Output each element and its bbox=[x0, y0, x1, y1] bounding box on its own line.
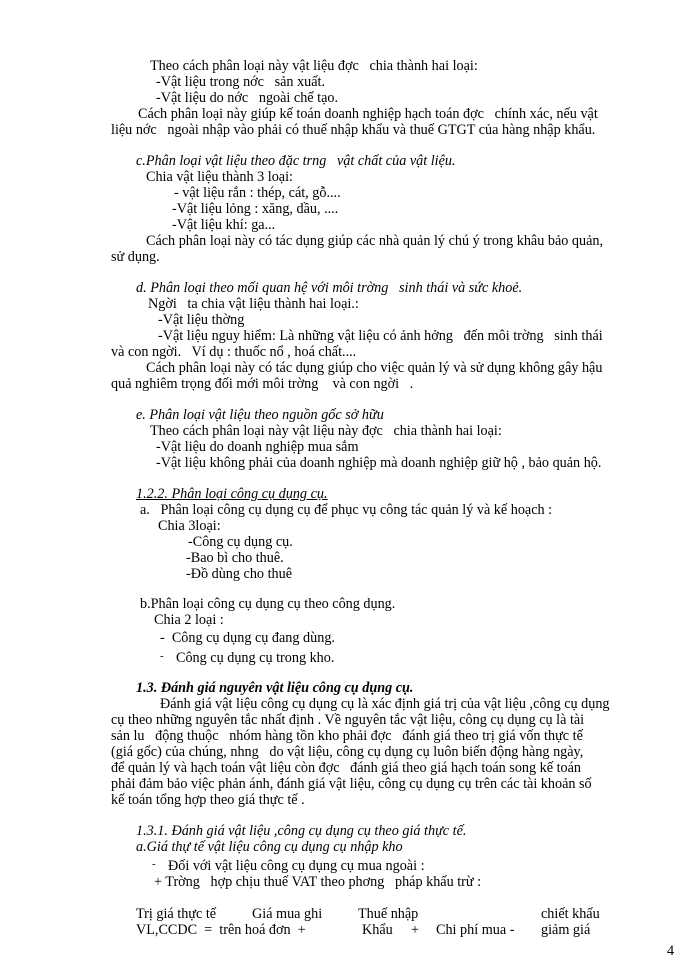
formula-label: VL,CCDC = trên hoá đơn + bbox=[136, 922, 306, 938]
text-line: - vật liệu rắn : thép, cát, gỗ.... bbox=[174, 185, 341, 201]
text-line: Công cụ dụng cụ trong kho. bbox=[176, 650, 335, 666]
section-heading: 1.3.1. Đánh giá vật liệu ,công cụ dụng cụ theo giá thực tế. bbox=[136, 823, 467, 839]
text-line: - Công cụ dụng cụ đang dùng. bbox=[160, 630, 335, 646]
text-line: b.Phân loại công cụ dụng cụ theo công dụng. bbox=[140, 596, 396, 612]
text-line: sử dụng. bbox=[111, 249, 160, 265]
text-line: Theo cách phân loại này vật liệu đợc chia thành hai loại: bbox=[150, 58, 478, 74]
text-line: -Vật liệu thờng bbox=[158, 312, 245, 328]
text-line: quả nghiêm trọng đối mới môi trờng và con ngời . bbox=[111, 376, 414, 392]
text-line: -Vật liệu do nớc ngoài chế tạo. bbox=[156, 90, 339, 106]
text-line: -Bao bì cho thuê. bbox=[186, 550, 284, 566]
section-heading: 1.3. Đánh giá nguyên vật liệu công cụ dụng cụ. bbox=[136, 680, 414, 696]
text-line: Ngời ta chia vật liệu thành hai loại.: bbox=[148, 296, 359, 312]
section-heading: 1.2.2. Phân loại công cụ dụng cụ. bbox=[136, 486, 328, 502]
text-line: Đối với vật liệu công cụ dụng cụ mua ngoài : bbox=[168, 858, 425, 874]
text-line: Cách phân loại này có tác dụng giúp cho việc quản lý và sử dụng không gây hậu bbox=[146, 360, 603, 376]
text-line: cụ theo những nguyên tắc nhất định . Về nguyên tắc vật liệu, công cụ dụng cụ là tài bbox=[111, 712, 585, 728]
text-line: để quản lý và hạch toán vật liệu còn đợc đánh giá theo giá hạch toán song kế toán bbox=[111, 760, 582, 776]
formula-label: Giá mua ghi bbox=[252, 906, 323, 922]
formula-label: giảm giá bbox=[541, 922, 591, 938]
bullet-marker: - bbox=[160, 650, 164, 662]
text-line: sản lu động thuộc nhóm hàng tồn kho phải đợc đánh giá theo trị giá vốn thực tế bbox=[111, 728, 583, 744]
text-line: -Vật liệu nguy hiểm: Là những vật liệu có ảnh hởng đến môi trờng sinh thái bbox=[158, 328, 603, 344]
section-heading: c.Phân loại vật liệu theo đặc trng vật chất của vật liệu. bbox=[136, 153, 456, 169]
text-line: và con ngời. Ví dụ : thuốc nổ , hoá chất.... bbox=[111, 344, 357, 360]
section-heading: e. Phân loại vật liệu theo nguồn gốc sở hữu bbox=[136, 407, 384, 423]
text-line: -Vật liệu lỏng : xăng, dầu, .... bbox=[172, 201, 339, 217]
text-line: -Vật liệu trong nớc sản xuất. bbox=[156, 74, 326, 90]
text-line: kế toán tổng hợp theo giá thực tế . bbox=[111, 792, 305, 808]
text-line: -Vật liệu do doanh nghiệp mua sắm bbox=[156, 439, 359, 455]
text-line: -Công cụ dụng cụ. bbox=[188, 534, 293, 550]
text-line: a. Phân loại công cụ dụng cụ để phục vụ công tác quản lý và kế hoạch : bbox=[140, 502, 553, 518]
text-line: phải đảm bảo việc phản ánh, đánh giá vật liệu, công cụ dụng cụ trên các tài khoản số bbox=[111, 776, 592, 792]
text-line: Đánh giá vật liệu công cụ dụng cụ là xác định giá trị của vật liệu ,công cụ dụng bbox=[160, 696, 610, 712]
section-heading: d. Phân loại theo mối quan hệ với môi trờng sinh thái và sức khoẻ. bbox=[136, 280, 523, 296]
text-line: Cách phân loại này có tác dụng giúp các nhà quản lý chú ý trong khâu bảo quản, bbox=[146, 233, 604, 249]
formula-label: Thuế nhập bbox=[358, 906, 419, 922]
text-line: -Vật liệu không phải của doanh nghiệp mà doanh nghiệp giữ hộ , bảo quản hộ. bbox=[156, 455, 602, 471]
text-line: Cách phân loại này giúp kế toán doanh nghiệp hạch toán đợc chính xác, nếu vật bbox=[138, 106, 598, 122]
text-line: -Vật liệu khí: ga... bbox=[172, 217, 276, 233]
formula-label: Trị giá thực tế bbox=[136, 906, 217, 922]
text-line: Chia 2 loại : bbox=[154, 612, 224, 628]
section-heading: a.Giá thự tế vật liệu công cụ dụng cụ nhập kho bbox=[136, 839, 403, 855]
text-line: liệu nớc ngoài nhập vào phải có thuế nhập khẩu và thuế GTGT của hàng nhập khẩu. bbox=[111, 122, 596, 138]
bullet-marker: - bbox=[152, 858, 156, 870]
text-line: -Đồ dùng cho thuê bbox=[186, 566, 292, 582]
formula-label: + bbox=[411, 922, 420, 938]
text-line: Theo cách phân loại này vật liệu này đợc chia thành hai loại: bbox=[150, 423, 502, 439]
text-line: Chia 3loại: bbox=[158, 518, 221, 534]
text-line: + Trờng hợp chịu thuế VAT theo phơng pháp khấu trừ : bbox=[154, 874, 482, 890]
formula-label: chiết khấu bbox=[541, 906, 600, 922]
page-number: 4 bbox=[667, 943, 675, 959]
formula-label: Chi phí mua - bbox=[436, 922, 515, 938]
text-line: (giá gốc) của chúng, nhng do vật liệu, công cụ dụng cụ luôn biến động hàng ngày, bbox=[111, 744, 584, 760]
formula-label: Khẩu bbox=[362, 922, 393, 938]
text-line: Chia vật liệu thành 3 loại: bbox=[146, 169, 293, 185]
